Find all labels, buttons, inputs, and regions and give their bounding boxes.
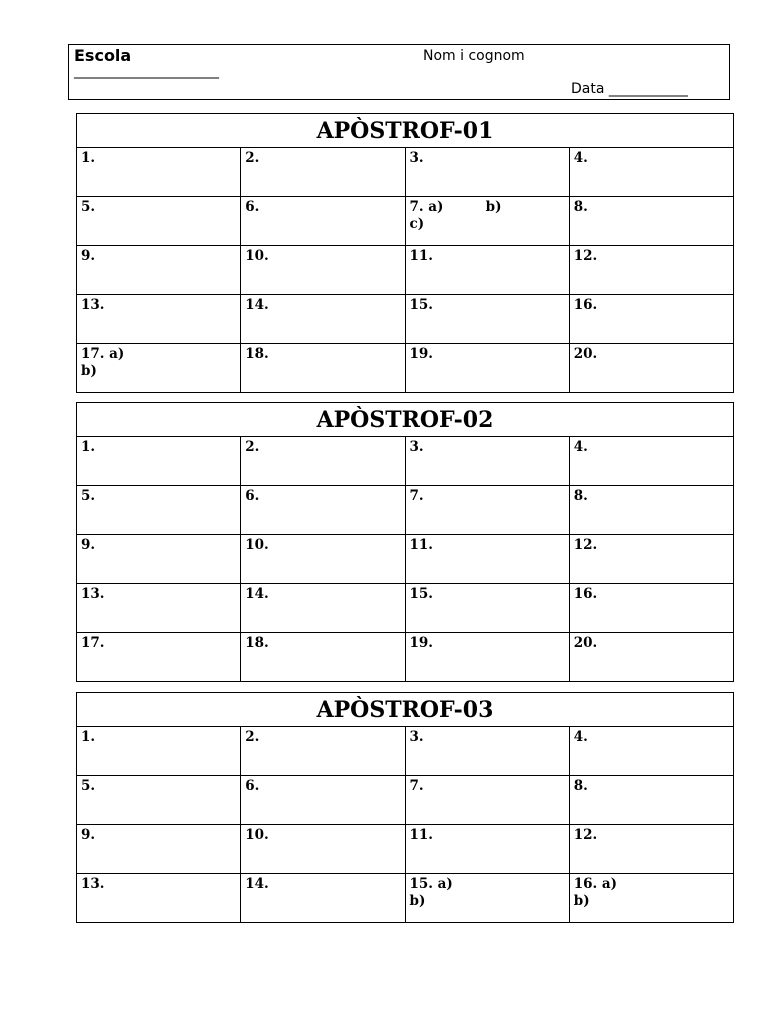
- answer-cell[interactable]: [241, 874, 405, 923]
- answer-number-label: 15.: [409, 586, 433, 602]
- answer-part-label: 7. a): [409, 199, 444, 215]
- answer-cell[interactable]: [405, 197, 569, 246]
- answer-cell[interactable]: [77, 874, 241, 923]
- answer-number-label: 16. a): [573, 876, 618, 892]
- answer-number-label: 6.: [245, 488, 260, 504]
- section-apostrof-01: [76, 113, 734, 393]
- answer-number-label: 18.: [245, 635, 269, 651]
- answer-cell[interactable]: [405, 776, 569, 825]
- answer-number-label: 12.: [573, 248, 598, 264]
- answer-cell[interactable]: [241, 437, 405, 486]
- section-title: APÒSTROF-02: [77, 403, 734, 437]
- answer-number-label: 4.: [573, 150, 588, 166]
- answer-number-label: 6.: [245, 778, 260, 794]
- answer-number-label: 19.: [409, 346, 433, 362]
- section-title: APÒSTROF-03: [77, 693, 734, 727]
- answer-cell[interactable]: [569, 874, 733, 923]
- answer-cell[interactable]: [77, 246, 241, 295]
- answer-number-label: 5.: [81, 488, 96, 504]
- answer-number-label: 3.: [409, 439, 424, 455]
- name-label: Nom i cognom: [423, 48, 525, 64]
- answer-number-label: 4.: [573, 439, 588, 455]
- answer-cell[interactable]: [241, 295, 405, 344]
- answer-cell[interactable]: [241, 344, 405, 393]
- answer-number-label: 1.: [81, 150, 96, 166]
- answer-number-label: 11.: [409, 537, 433, 553]
- answer-row: [77, 148, 734, 197]
- answer-number-label: 10.: [245, 248, 269, 264]
- answer-row: [77, 197, 734, 246]
- answer-cell[interactable]: [77, 437, 241, 486]
- answer-grid: [76, 692, 734, 923]
- answer-number-label: 11.: [409, 248, 433, 264]
- answer-cell[interactable]: [405, 486, 569, 535]
- answer-number-label: 4.: [573, 729, 588, 745]
- answer-row: [77, 486, 734, 535]
- answer-number-label: 6.: [245, 199, 260, 215]
- answer-cell[interactable]: [77, 776, 241, 825]
- answer-number-label: 9.: [81, 248, 96, 264]
- answer-cell[interactable]: [241, 825, 405, 874]
- answer-part-line: [410, 199, 502, 216]
- answer-number-label: 20.: [573, 346, 598, 362]
- answer-cell[interactable]: [77, 486, 241, 535]
- answer-cell[interactable]: [241, 776, 405, 825]
- answer-number-label: 2.: [245, 439, 260, 455]
- answer-cell[interactable]: [405, 633, 569, 682]
- answer-number-label: 10.: [245, 537, 269, 553]
- section-apostrof-03: [76, 692, 734, 923]
- answer-number-label: b): [81, 363, 97, 379]
- answer-cell[interactable]: [241, 584, 405, 633]
- answer-number-label: 20.: [573, 635, 598, 651]
- answer-number-label: 19.: [409, 635, 433, 651]
- answer-number-label: 5.: [81, 778, 96, 794]
- date-label: Data: [571, 81, 605, 97]
- answer-part-label: b): [485, 199, 502, 215]
- answer-cell[interactable]: [569, 437, 733, 486]
- answer-cell[interactable]: [77, 584, 241, 633]
- answer-cell[interactable]: [569, 295, 733, 344]
- answer-cell[interactable]: [405, 825, 569, 874]
- school-blank-line[interactable]: ________________________: [74, 63, 218, 79]
- answer-cell[interactable]: [241, 633, 405, 682]
- answer-cell[interactable]: [569, 584, 733, 633]
- answer-cell[interactable]: [241, 727, 405, 776]
- answer-number-label: 7.: [409, 488, 424, 504]
- answer-cell[interactable]: [405, 344, 569, 393]
- answer-grid: [76, 113, 734, 393]
- answer-cell[interactable]: [569, 148, 733, 197]
- answer-number-label: 13.: [81, 297, 105, 313]
- answer-row: [77, 776, 734, 825]
- answer-cell[interactable]: [241, 197, 405, 246]
- answer-number-label: 17. a): [81, 346, 125, 362]
- answer-number-label: 2.: [245, 150, 260, 166]
- answer-number-label: 8.: [573, 778, 588, 794]
- answer-number-label: 9.: [81, 827, 96, 843]
- student-info-header: [68, 44, 730, 100]
- date-field: [571, 81, 687, 97]
- answer-number-label: 13.: [81, 876, 105, 892]
- answer-number-label: 12.: [573, 537, 598, 553]
- answer-number-label: 17.: [81, 635, 105, 651]
- answer-grid: [76, 402, 734, 682]
- answer-cell[interactable]: [569, 727, 733, 776]
- answer-number-label: 15. a): [409, 876, 453, 892]
- answer-cell[interactable]: [569, 246, 733, 295]
- answer-number-label: 9.: [81, 537, 96, 553]
- answer-cell[interactable]: [569, 535, 733, 584]
- answer-number-label: 16.: [573, 586, 598, 602]
- answer-cell[interactable]: [77, 825, 241, 874]
- answer-cell[interactable]: [405, 246, 569, 295]
- answer-number-label: 15.: [409, 297, 433, 313]
- answer-cell[interactable]: [405, 874, 569, 923]
- answer-cell[interactable]: [77, 535, 241, 584]
- answer-cell[interactable]: [77, 727, 241, 776]
- answer-number-label: 8.: [573, 199, 588, 215]
- answer-number-label: b): [573, 893, 590, 909]
- answer-number-label: b): [409, 893, 426, 909]
- answer-number-label: 1.: [81, 729, 96, 745]
- answer-cell[interactable]: [77, 633, 241, 682]
- answer-row: [77, 825, 734, 874]
- answer-number-label: 2.: [245, 729, 260, 745]
- answer-number-label: 12.: [573, 827, 598, 843]
- section-title: APÒSTROF-01: [77, 114, 734, 148]
- answer-cell[interactable]: [405, 148, 569, 197]
- answer-cell[interactable]: [241, 246, 405, 295]
- answer-row: [77, 633, 734, 682]
- answer-number-label: 8.: [573, 488, 588, 504]
- answer-row: [77, 535, 734, 584]
- answer-cell[interactable]: [77, 197, 241, 246]
- answer-number-label: 14.: [245, 297, 269, 313]
- answer-number-label: 7.: [409, 778, 424, 794]
- answer-cell[interactable]: [405, 535, 569, 584]
- answer-number-label: 3.: [409, 150, 424, 166]
- answer-cell[interactable]: [405, 727, 569, 776]
- answer-cell[interactable]: [241, 486, 405, 535]
- answer-row: [77, 437, 734, 486]
- answer-number-label: 10.: [245, 827, 269, 843]
- answer-number-label: 18.: [245, 346, 269, 362]
- section-apostrof-02: [76, 402, 734, 682]
- answer-row: [77, 295, 734, 344]
- answer-cell[interactable]: [241, 535, 405, 584]
- answer-cell[interactable]: [405, 295, 569, 344]
- answer-cell[interactable]: [241, 148, 405, 197]
- answer-cell[interactable]: [569, 776, 733, 825]
- answer-cell[interactable]: [405, 437, 569, 486]
- answer-number-label: 14.: [245, 876, 269, 892]
- answer-number-label: 1.: [81, 439, 96, 455]
- answer-number-label: 13.: [81, 586, 105, 602]
- answer-cell[interactable]: [569, 633, 733, 682]
- answer-number-label: 14.: [245, 586, 269, 602]
- answer-cell[interactable]: [569, 486, 733, 535]
- answer-number-label: 5.: [81, 199, 96, 215]
- answer-cell[interactable]: [77, 295, 241, 344]
- answer-part-label: c): [409, 216, 425, 232]
- answer-cell[interactable]: [77, 148, 241, 197]
- answer-cell[interactable]: [405, 584, 569, 633]
- answer-row: [77, 246, 734, 295]
- answer-cell[interactable]: [77, 344, 241, 393]
- answer-number-label: 3.: [409, 729, 424, 745]
- answer-row: [77, 344, 734, 393]
- date-blank-line[interactable]: _____________: [608, 81, 687, 97]
- answer-cell[interactable]: [569, 197, 733, 246]
- answer-cell[interactable]: [569, 344, 733, 393]
- answer-number-label: 11.: [409, 827, 433, 843]
- answer-cell[interactable]: [569, 825, 733, 874]
- answer-number-label: 16.: [573, 297, 598, 313]
- answer-row: [77, 874, 734, 923]
- school-label: Escola: [74, 46, 132, 65]
- answer-row: [77, 584, 734, 633]
- answer-row: [77, 727, 734, 776]
